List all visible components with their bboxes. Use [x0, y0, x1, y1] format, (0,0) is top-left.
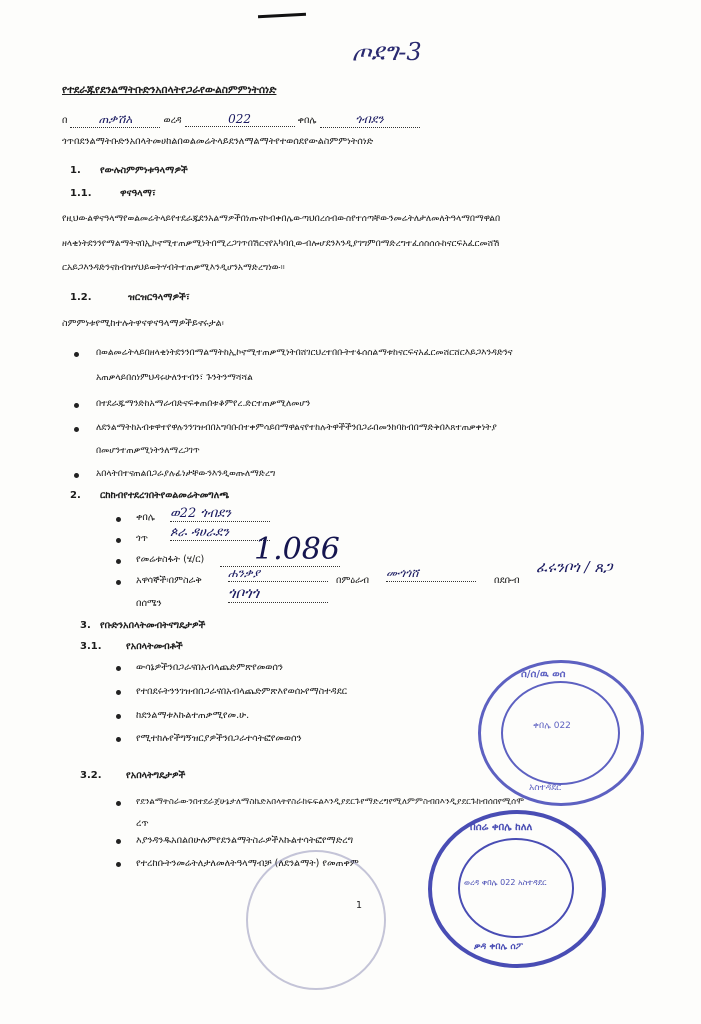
- boundary-east-value: ሐንቃያ: [228, 566, 328, 582]
- bullet-dot: [116, 714, 121, 719]
- section1-bullet-2: በተደራጁማንድከአማራብድናፍቀጠበቱቆምየረ.ድርተጠቃሚለመሆን: [96, 399, 311, 409]
- bullet-dot: [116, 862, 121, 867]
- woreda-value: 022: [185, 112, 295, 127]
- section1-2-number: 1.2.: [70, 292, 92, 303]
- section3-1-bullet-4: የሚተከሉየችግኝዝርያዎችንበጋራተሳትፎየመወሰን: [136, 733, 302, 744]
- section1-heading: የውሉስምምነቱዓላማዎች: [100, 165, 188, 176]
- intro-text: ጎጥበደንልማትቡድንአበላትመሀከልበወልመሬትላይደንለማልማትየተወሰደየውልስምምነትሰነድ: [62, 136, 374, 147]
- kebele-label: ቀበሌ: [297, 115, 317, 126]
- field-area-value: 1.086: [254, 532, 340, 567]
- section3-1-heading: የአበላትመብቶች: [126, 641, 183, 652]
- bullet-dot: [116, 737, 121, 742]
- bullet-dot: [74, 473, 79, 478]
- official-stamp-2-inner-ring: [458, 838, 574, 938]
- document-title: የተደራጁየደንልማትቡድንአበላትየጋራየውልስምምነትሰነድ: [62, 84, 277, 96]
- field-got-value: ጶራ ዳሀራደን: [170, 525, 270, 541]
- bullet-dot: [116, 666, 121, 671]
- section3-1-number: 3.1.: [80, 641, 102, 652]
- stamp-1-text-top: ሰ/ሰ/ዉ ወሰ: [521, 669, 566, 680]
- boundary-south-value: ፈሩንቦጎ / ጸጋ: [536, 558, 613, 576]
- bullet-dot: [116, 580, 121, 585]
- section1-1-line-1: የዚህውልዋናዓላማየወልመሬትላይየተደራጁደንአልማዎችበነጡናኮብቀበሌውጣህበረሰብውስየተሰጣቸውንመሬትለታለመለትዓላማበማዋልበ: [62, 214, 501, 224]
- section1-bullet-3b: በመሆንተጠቃሚነትንለማረጋገጥ: [96, 446, 200, 456]
- field-got-label: ጎጥ: [136, 533, 148, 544]
- field-kebele-label: ቀበሌ: [136, 512, 155, 523]
- section1-1-heading: ዋናዓላማ፣: [120, 188, 156, 199]
- bullet-dot: [74, 403, 79, 408]
- section3-1-bullet-2: የተበደሩትንንገዝብበጋራናበአብላጨድምጽእየወሰኑየማስተዳደር: [136, 686, 348, 697]
- field-area-label: የመሬቱስፋት (ሄ/ር): [136, 554, 205, 565]
- stamp-1-text-mid: ቀበሌ 022: [533, 721, 571, 731]
- bullet-dot: [116, 538, 121, 543]
- handwritten-reference: ጦደግ-3: [352, 38, 422, 66]
- section3-2-number: 3.2.: [80, 770, 102, 781]
- faint-stamp: [246, 850, 386, 990]
- section2-heading: ርከከብየተደረገበትየወልመሬትመግለጫ: [100, 490, 230, 501]
- section3-2-heading: የአበላትግዴታዎች: [126, 770, 186, 781]
- bullet-dot: [116, 839, 121, 844]
- bullet-dot: [74, 427, 79, 432]
- top-pen-mark: [258, 13, 306, 19]
- boundary-north-value: ጎቦጎጎ: [228, 584, 328, 603]
- section2-number: 2.: [70, 490, 81, 501]
- woreda-label: ወረዳ: [163, 115, 182, 126]
- boundary-west-value: ሙጎጎሸ: [386, 566, 476, 582]
- section1-1-number: 1.1.: [70, 188, 92, 199]
- section3-1-bullet-3: ከደንልማቱእኩልተጠቃሚየመ.ሁ.: [136, 710, 250, 721]
- bullet-dot: [116, 801, 121, 806]
- boundary-label: አዋሳኞች፡በምስራቅ: [136, 575, 202, 586]
- section1-bullet-1b: አጠቃላይበስነምህዳሩሁለንተብን፣ ጉንትንማሻሻል: [96, 373, 253, 383]
- line-prefix: በ: [62, 115, 68, 126]
- stamp-2-text-top: በሰሬ ቀበሌ ከለለ: [470, 822, 533, 833]
- stamp-1-text-bottom: አስተዳደር: [529, 783, 562, 793]
- kebele-value: ጎብደን: [320, 112, 420, 128]
- boundary-west-label: በምዕራብ: [336, 575, 370, 586]
- place-line: [62, 112, 420, 128]
- stamp-2-text-bottom: ቃዳ ቀበሌ ሰፖ: [474, 942, 523, 952]
- section1-1-line-2: ዘላቂነትደንንየማልማትናበኢኮኖሚተጠቃሚነትበሚረጋገጥበሽርናየአካባቢውብሎሆደንእንዲያገግምበማድረግተፈሰስሰሱከናርፍአፈርመሸሽ: [62, 239, 500, 249]
- section3-2-bullet-1b: ረጥ: [136, 818, 149, 829]
- section1-number: 1.: [70, 165, 81, 176]
- section3-2-bullet-1: የደንልማትስራውንበተደራጀሁኔታለማስኬድአበላትየስራከፍፍልእንዲያደርጉየማድረግየሚለምምስብበእንዲያደርጉከብሰበየሚሰሞ: [136, 797, 525, 807]
- section1-2-heading: ዝርዝርዓላማዎች፣: [128, 292, 190, 303]
- bullet-dot: [116, 517, 121, 522]
- boundary-north-label: በሰሜን: [136, 598, 162, 609]
- boundary-south-label: በደቡብ: [494, 575, 520, 586]
- section3-1-bullet-1: ውሳኔዎችንበጋራናበአብላጨድምጽየመወሰን: [136, 662, 283, 673]
- section1-2-intro: ስምምነቱየሚከተሉትዋናዋናዓላማዎችይኖሩታል፡: [62, 318, 224, 329]
- field-kebele-value: ወ22 ጎብደን: [170, 506, 270, 522]
- section1-1-line-3: ርአይጋእንዳድንናከብዝሃህይወትሃብትተጠቃሚእንዲሆንአማድረግነው።: [62, 263, 285, 273]
- section3-2-bullet-2: እያንዳንዱአበልበሁሉምየደንልማትስራዎችእኩልተሳትፎየማድረግ: [136, 835, 354, 846]
- bullet-dot: [116, 690, 121, 695]
- official-stamp-2: [428, 810, 606, 968]
- place-value: ጠቃሽአ: [70, 112, 160, 128]
- official-stamp-1: [478, 660, 644, 806]
- section3-heading: የቡድንአበላትመብትናግዴታዎች: [100, 620, 206, 631]
- page-number: 1: [356, 900, 363, 911]
- section1-bullet-1: በወልመሬትላይበዘላቂነትደንንበማልማትከኢኮኖሚተጠቃሚነትበሸገርህረተበቡትተፋሰስልማቱከናርፍናአፈርመሸርሸርእይጋእንዳድንና: [96, 348, 513, 358]
- section3-2-bullet-3: የተረከቡትንመሬትለታለመለትዓላማብቻ (ለደንልማት) የመጠቀም: [136, 858, 359, 869]
- bullet-dot: [74, 352, 79, 357]
- bullet-dot: [116, 559, 121, 564]
- stamp-2-text-mid: ወረዳ ቀበሌ 022 አስተዳደር: [464, 878, 547, 887]
- section1-bullet-4: አበላትበተናጠልበጋራያሉፊነታቸውንእንዲወጡለማድረግ: [96, 469, 276, 479]
- section3-number: 3.: [80, 620, 91, 631]
- section1-bullet-3: ለደንልማትከአብቱዋተየዋሉንንገዝብበአግባቡበተቀምሳይበማዋልናየተከሉትዋችችንበጋራበመንከባከብበማድቅበእጸተጠቃቀነትያ: [96, 423, 497, 433]
- official-stamp-1-inner-ring: [501, 681, 620, 785]
